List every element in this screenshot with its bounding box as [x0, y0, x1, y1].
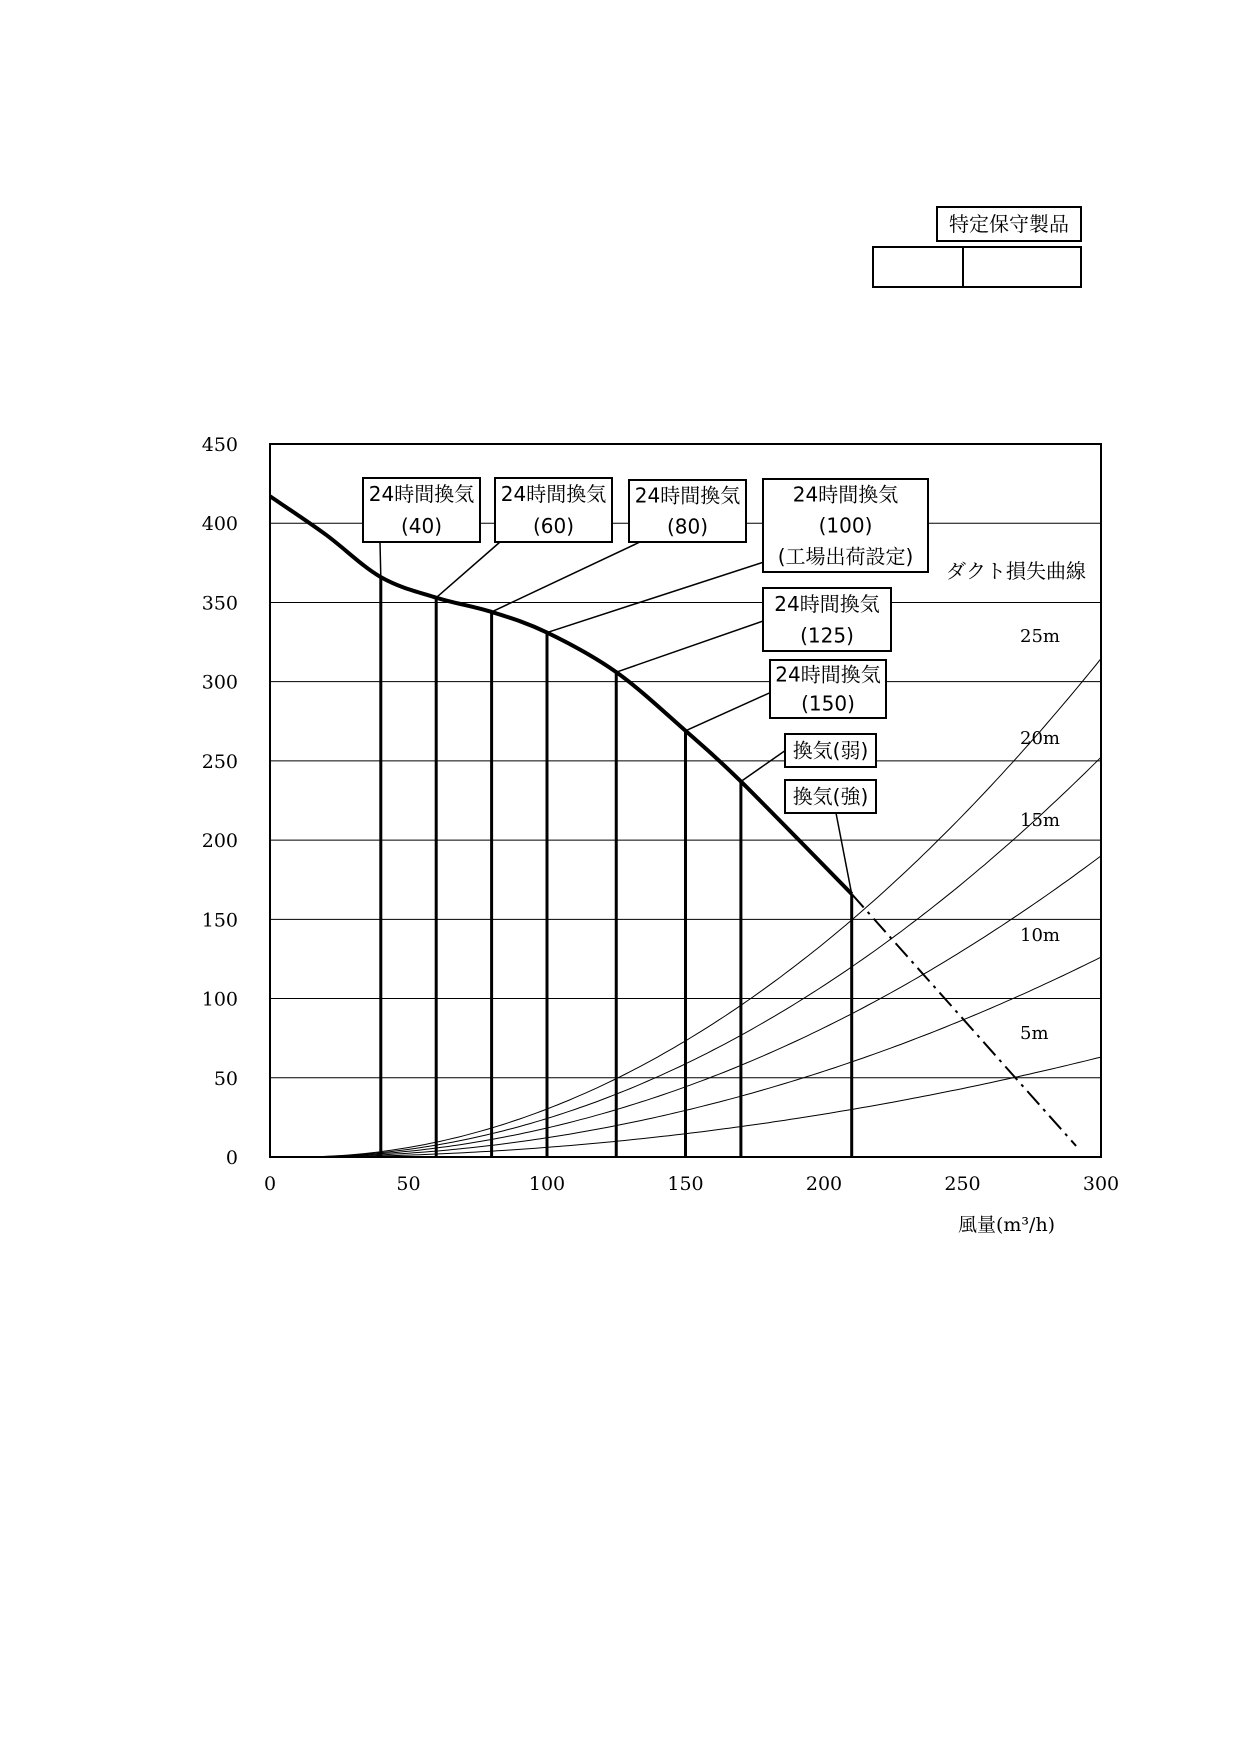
duct-loss-curve [298, 757, 1101, 1157]
x-axis-label: 風量(m³/h) [958, 1214, 1056, 1236]
y-tick-label: 350 [201, 592, 238, 615]
y-tick-label: 150 [201, 909, 238, 932]
duct-curve-label: 20m [1020, 728, 1060, 749]
operating-point-label: (40) [400, 514, 443, 538]
leader-line [686, 690, 777, 731]
operating-point-label: 24時間換気 [775, 662, 881, 687]
y-tick-label: 100 [201, 988, 238, 1011]
x-tick-label: 150 [667, 1173, 704, 1195]
duct-curve-label: 10m [1020, 925, 1060, 946]
operating-point-label: (80) [666, 514, 709, 539]
y-tick-label: 0 [225, 1147, 238, 1169]
leader-line [436, 542, 500, 598]
x-tick-label: 50 [396, 1173, 421, 1195]
x-tick-label: 0 [263, 1173, 277, 1195]
operating-point-label: (100) [818, 513, 873, 538]
y-tick-label: 400 [201, 513, 238, 536]
operating-point-label: (60) [532, 514, 575, 538]
y-tick-label: 200 [201, 830, 238, 853]
x-tick-label: 250 [944, 1173, 981, 1195]
operating-point-label: 換気(強) [792, 784, 869, 809]
x-tick-label: 100 [528, 1173, 566, 1195]
leader-line [741, 750, 786, 781]
operating-point-label: (125) [800, 623, 854, 648]
operating-point-label: 換気(弱) [792, 738, 869, 763]
duct-loss-curve [298, 856, 1101, 1157]
leader-line [492, 542, 640, 612]
y-tick-label: 300 [201, 671, 238, 694]
operating-point-label: (150) [801, 691, 855, 716]
operating-point-label: 24時間換気 [500, 482, 607, 506]
x-tick-label: 200 [805, 1173, 843, 1195]
x-tick-label: 300 [1082, 1173, 1120, 1195]
leader-line [616, 620, 766, 672]
duct-curve-label: 15m [1020, 810, 1060, 831]
stamp-label: 特定保守製品 [936, 206, 1082, 242]
y-tick-label: 450 [201, 434, 238, 456]
duct-loss-title: ダクト損失曲線 [946, 559, 1086, 583]
operating-point-label: 24時間換気 [792, 482, 899, 507]
duct-loss-curve [298, 659, 1101, 1157]
y-tick-label: 50 [213, 1067, 238, 1090]
operating-point-label: (工場出荷設定) [777, 544, 914, 569]
y-tick-label: 250 [201, 750, 238, 773]
duct-curve-label: 5m [1020, 1023, 1049, 1044]
operating-point-label: 24時間換気 [774, 591, 880, 616]
operating-point-label: 24時間換気 [634, 483, 741, 508]
leader-line [380, 542, 381, 577]
duct-curve-label: 25m [1020, 626, 1060, 647]
operating-point-label: 24時間換気 [368, 482, 475, 506]
